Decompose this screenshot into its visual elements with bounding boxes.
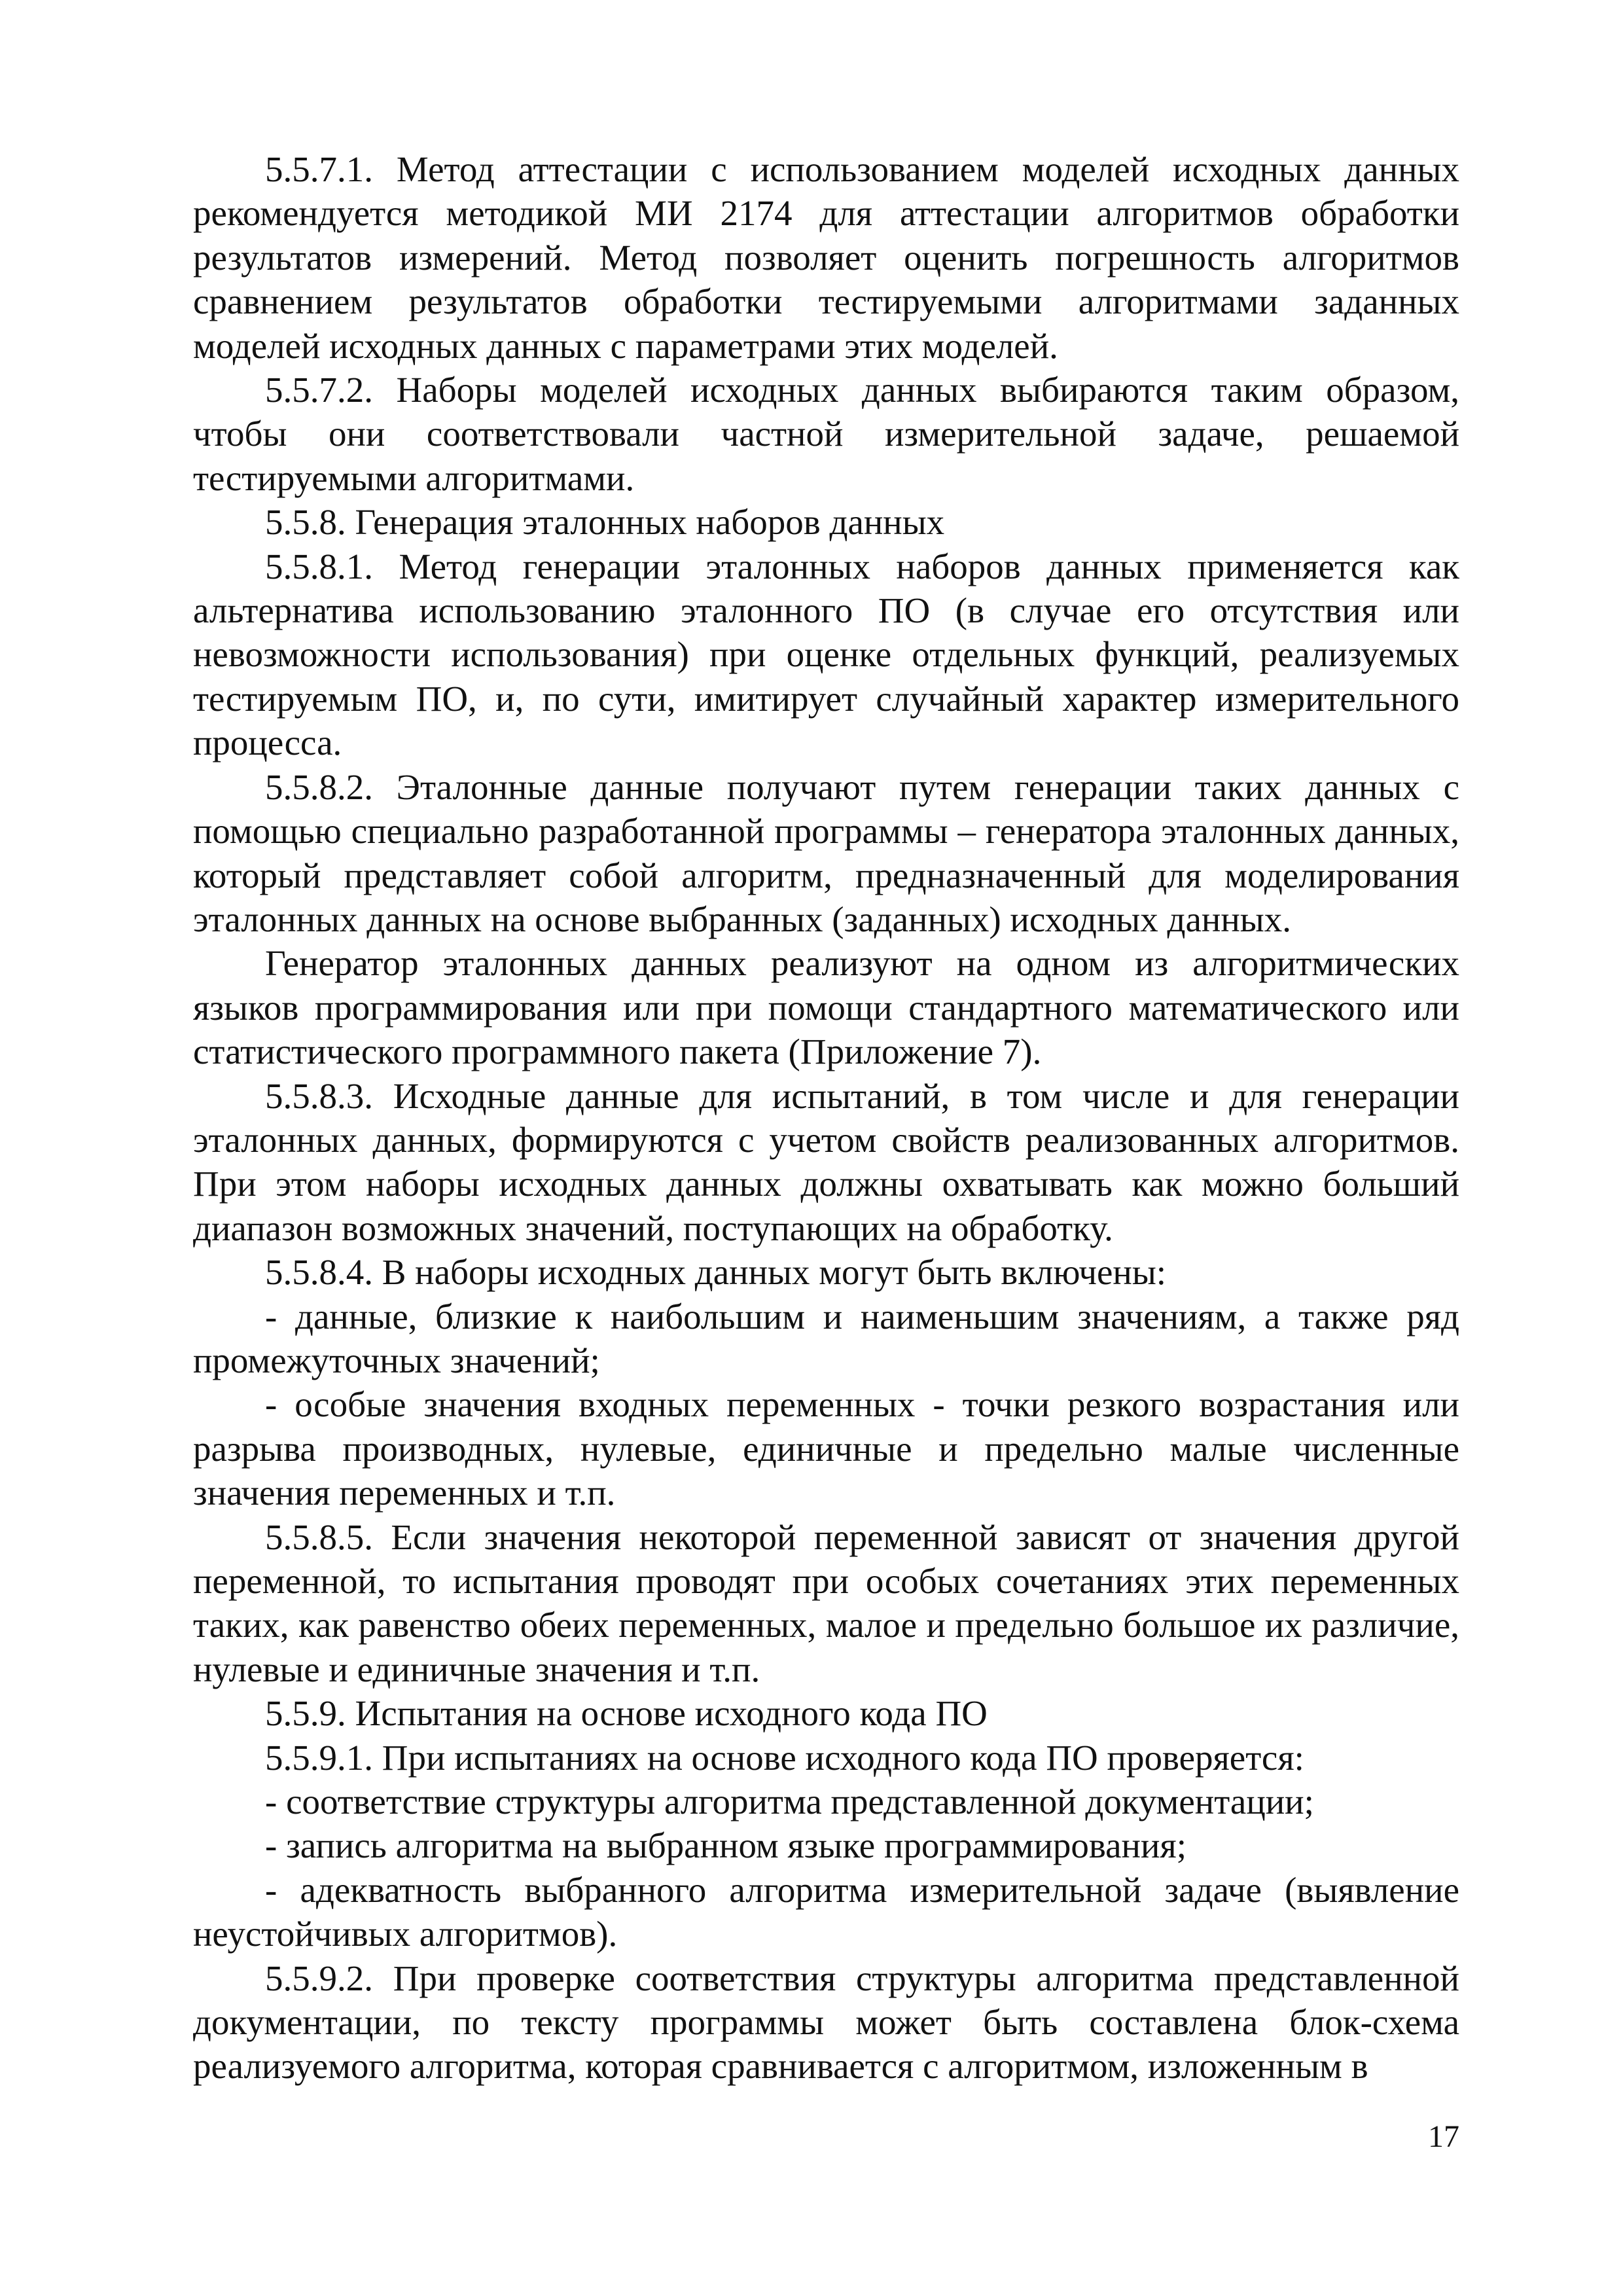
paragraph-5-5-8-2: 5.5.8.2. Эталонные данные получают путем генерации таких данных с помощью специально разработанной программы – генератора эталонных данных, который представляет собой алгоритм, предназначенный для моделирования эталонных данных на основе выбранных (заданных) исходных данных. [193, 766, 1459, 939]
paragraph-5-5-8-3: 5.5.8.3. Исходные данные для испытаний, в том числе и для генерации эталонных данных, формируются с учетом свойств реализованных алгоритмов. При этом наборы исходных данных должны охватывать как можно больший диапазон возможных значений, поступающих на обработку. [193, 1075, 1459, 1248]
paragraph-generator: Генератор эталонных данных реализуют на одном из алгоритмических языков программирования или при помощи стандартного математического или статистического программного пакета (Приложение 7). [193, 943, 1459, 1072]
section-heading-5-5-9: 5.5.9. Испытания на основе исходного кода ПО [265, 1693, 988, 1734]
section-heading-5-5-8: 5.5.8. Генерация эталонных наборов данных [265, 502, 945, 543]
list-item-language: - запись алгоритма на выбранном языке программирования; [265, 1825, 1187, 1866]
list-item-special-values: - особые значения входных переменных - точки резкого возрастания или разрыва производных, нулевые, единичные и предельно малые численные значения переменных и т.п. [193, 1384, 1459, 1513]
page-body [193, 147, 1459, 2089]
paragraph-5-5-9-1: 5.5.9.1. При испытаниях на основе исходного кода ПО проверяется: [265, 1737, 1304, 1778]
list-item-structure: - соответствие структуры алгоритма представленной документации; [265, 1782, 1314, 1822]
list-item-boundary-values: - данные, близкие к наибольшим и наименьшим значениям, а также ряд промежуточных значений; [193, 1296, 1459, 1380]
paragraph-5-5-7-2: 5.5.7.2. Наборы моделей исходных данных выбираются таким образом, чтобы они соответствовали частной измерительной задаче, решаемой тестируемыми алгоритмами. [193, 370, 1459, 498]
paragraph-5-5-8-1: 5.5.8.1. Метод генерации эталонных наборов данных применяется как альтернатива использованию эталонного ПО (в случае его отсутствия или невозможности использования) при оценке отдельных функций, реализуемых тестируемым ПО, и, по сути, имитирует случайный характер измерительного процесса. [193, 546, 1459, 763]
paragraph-5-5-8-5: 5.5.8.5. Если значения некоторой переменной зависят от значения другой переменной, то испытания проводят при особых сочетаниях этих переменных таких, как равенство обеих переменных, малое и предельно большое их различие, нулевые и единичные значения и т.п. [193, 1516, 1459, 1689]
list-item-adequacy: - адекватность выбранного алгоритма измерительной задаче (выявление неустойчивых алгоритмов). [193, 1869, 1459, 1954]
paragraph-5-5-8-4: 5.5.8.4. В наборы исходных данных могут быть включены: [265, 1252, 1167, 1293]
paragraph-5-5-7-1: 5.5.7.1. Метод аттестации с использованием моделей исходных данных рекомендуется методикой МИ 2174 для аттестации алгоритмов обработки результатов измерений. Метод позволяет оценить погрешность алгоритмов сравнением результатов обработки тестируемыми алгоритмами заданных моделей исходных данных с параметрами этих моделей. [193, 149, 1459, 366]
page-number: 17 [1428, 2119, 1459, 2154]
paragraph-5-5-9-2: 5.5.9.2. При проверке соответствия структуры алгоритма представленной документации, по тексту программы может быть составлена блок-схема реализуемого алгоритма, которая сравнивается с алгоритмом, изложенным в [193, 1958, 1459, 2087]
